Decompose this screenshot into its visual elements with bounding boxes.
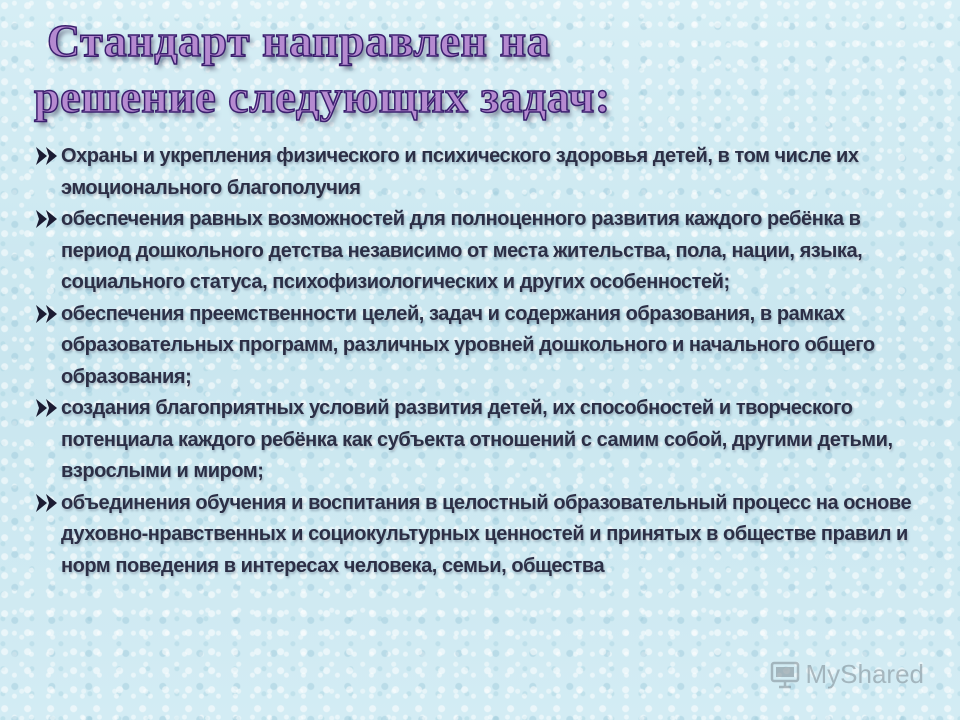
task-item-1 bbox=[34, 141, 934, 204]
task-item-text: Охраны и укрепления физического и психического здоровья детей, в том числе их эмоционального благополучия bbox=[61, 145, 859, 199]
task-item-4 bbox=[34, 393, 934, 488]
task-item-text: создания благоприятных условий развития детей, их способностей и творческого потенциала каждого ребёнка как субъекта отношений с самим собой, другими детьми, взрослыми и миром; bbox=[61, 397, 893, 482]
task-item-text: объединения обучения и воспитания в целостный образовательный процесс на основе духовно-нравственных и социокультурных ценностей и принятых в обществе правил и норм поведения в интересах человека, семьи, общества bbox=[61, 491, 912, 577]
arrow-bullet-icon bbox=[34, 492, 61, 514]
task-item-3 bbox=[34, 299, 934, 394]
presentation-screen-icon bbox=[770, 660, 800, 690]
task-item-2 bbox=[34, 204, 934, 299]
slide-title-line-2: решение следующих задач: bbox=[34, 71, 611, 122]
task-item-5 bbox=[34, 488, 934, 583]
slide-title-line-1: Стандарт направлен на bbox=[47, 15, 551, 66]
myshared-watermark[interactable] bbox=[770, 659, 925, 690]
arrow-bullet-icon bbox=[34, 397, 61, 419]
watermark-text: MyShared bbox=[805, 659, 924, 689]
task-item-text: обеспечения преемственности целей, задач и содержания образования, в рамках образовательных программ, различных уровней дошкольного и начального общего образования; bbox=[61, 302, 875, 388]
arrow-bullet-icon bbox=[34, 145, 61, 167]
arrow-bullet-icon bbox=[34, 303, 61, 325]
task-list bbox=[34, 141, 934, 582]
arrow-bullet-icon bbox=[34, 208, 61, 230]
task-item-text: обеспечения равных возможностей для полноценного развития каждого ребёнка в период дошкольного детства независимо от места жительства, пола, нации, языка, социального статуса, психофизиологических и других особенностей; bbox=[61, 208, 863, 293]
